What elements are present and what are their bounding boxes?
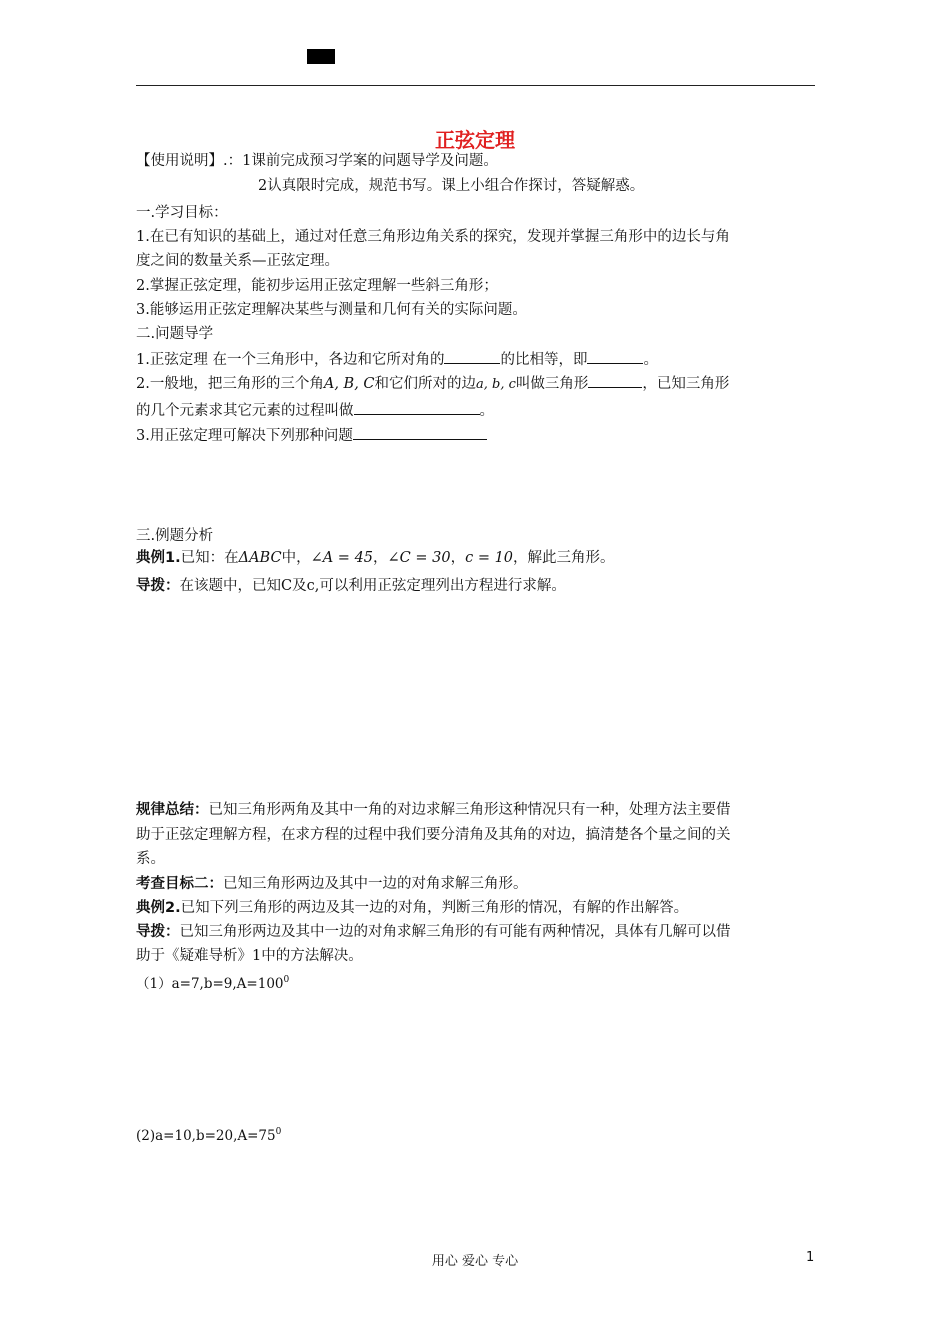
goal-3: 3.能够运用正弦定理解决某些与测量和几何有关的实际问题。 — [136, 302, 527, 318]
question-2b: 的几个元素求其它元素的过程叫做 。 — [136, 400, 494, 421]
example-1: 典例1.已知：在ΔABC中，∠A = 45，∠C = 30，c = 10，解此三角形。 — [136, 550, 615, 566]
problem-2: $(2)a=10,b=20,A=75^0$ — [136, 1127, 282, 1144]
section-2-heading: 二.问题导学 — [136, 326, 214, 342]
goal-1a: 1.在已有知识的基础上，通过对任意三角形边角关系的探究，发现并掌握三角形中的边长与角 — [136, 229, 730, 245]
page-title: 正弦定理 — [435, 128, 515, 152]
footer-slogan: 用心 爱心 专心 — [431, 1254, 519, 1269]
header-rule — [136, 85, 815, 86]
blank-3 — [588, 373, 642, 388]
page-number: 1 — [806, 1250, 815, 1265]
question-2a: 2.一般地，把三角形的三个角A, B, C和它们所对的边a, b, c叫做三角形 ，已知三角形 — [136, 373, 729, 395]
goal-1b: 度之间的数量关系—正弦定理。 — [136, 253, 339, 269]
goal-2: 2.掌握正弦定理，能初步运用正弦定理解一些斜三角形； — [136, 278, 498, 294]
hint-2b: 助于《疑难导析》1中的方法解决。 — [136, 948, 363, 964]
usage-label: 【使用说明】.： — [136, 153, 243, 169]
hint-1: 导拨：在该题中，已知C及c,可以利用正弦定理列出方程进行求解。 — [136, 578, 566, 594]
goal-two: 考查目标二：已知三角形两边及其中一边的对角求解三角形。 — [136, 876, 528, 892]
blank-2 — [587, 349, 643, 364]
question-1: 1.正弦定理 在一个三角形中，各边和它所对角的 的比相等，即 。 — [136, 349, 658, 370]
rule-summary-b: 助于正弦定理解方程，在求方程的过程中我们要分清角及其角的对边，搞清楚各个量之间的关 — [136, 827, 731, 843]
section-3-heading: 三.例题分析 — [136, 528, 214, 544]
section-1-heading: 一.学习目标： — [136, 205, 228, 221]
usage-line-2: 2认真限时完成，规范书写。课上小组合作探讨，答疑解惑。 — [258, 178, 645, 194]
blank-4 — [354, 400, 480, 415]
hint-2a: 导拨：已知三角形两边及其中一边的对角求解三角形的有可能有两种情况，具体有几解可以借 — [136, 924, 731, 940]
rule-summary-c: 系。 — [136, 851, 165, 867]
blank-5 — [353, 425, 487, 440]
blank-1 — [444, 349, 500, 364]
rule-summary-a: 规律总结：已知三角形两角及其中一角的对边求解三角形这种情况只有一种，处理方法主要借 — [136, 802, 731, 818]
example-2: 典例2.已知下列三角形的两边及其一边的对角，判断三角形的情况，有解的作出解答。 — [136, 900, 689, 916]
question-3: 3.用正弦定理可解决下列那种问题 — [136, 425, 487, 446]
redaction-block — [307, 49, 335, 64]
usage-line-1: 【使用说明】.：1课前完成预习学案的问题导学及问题。 — [136, 153, 498, 169]
problem-1: $(1)a=7,b=9,A=100^0$ — [136, 975, 290, 992]
